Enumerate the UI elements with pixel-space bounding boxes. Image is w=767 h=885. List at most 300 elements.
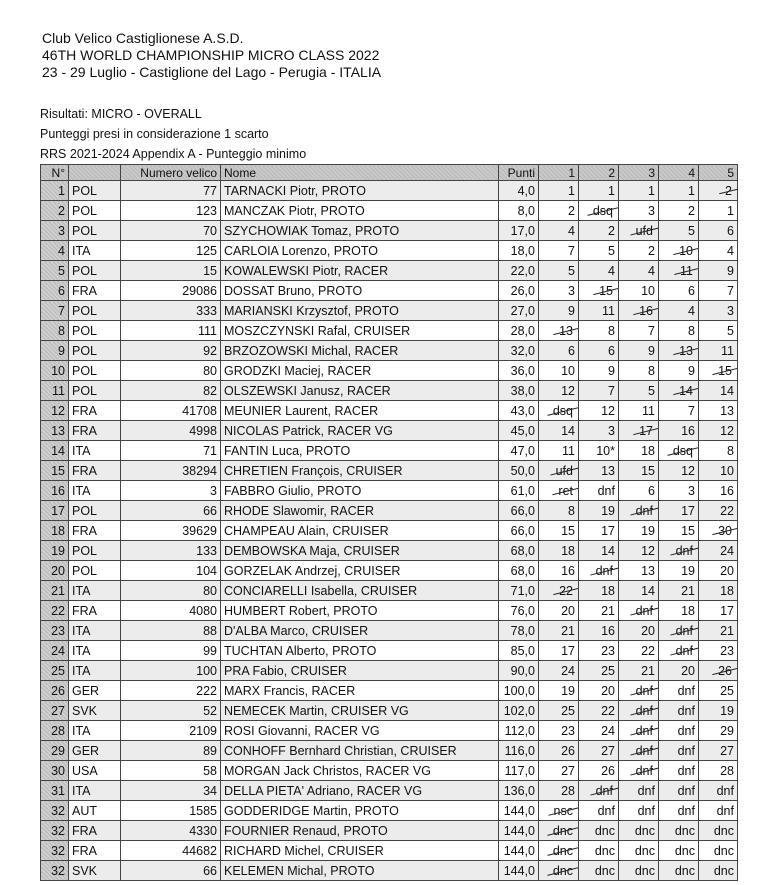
race-score: 5	[568, 263, 575, 278]
cell-name: MANCZAK Piotr, PROTO	[221, 201, 499, 221]
cell-race-2	[579, 541, 619, 561]
discarded-score: dnf	[635, 743, 653, 758]
cell-race-2	[579, 521, 619, 541]
cell-race-5	[699, 461, 738, 481]
cell-name: SZYCHOWIAK Tomaz, PROTO	[221, 221, 499, 241]
cell-sail-number: 99	[121, 641, 221, 661]
discarded-score: dsq	[552, 403, 573, 418]
cell-race-1	[539, 461, 579, 481]
cell-race-5	[699, 381, 738, 401]
cell-race-4	[659, 821, 699, 841]
cell-points: 144,0	[499, 861, 539, 881]
discarded-score: dnf	[635, 683, 653, 698]
results-info	[40, 104, 306, 164]
table-row	[41, 781, 738, 801]
table-row	[41, 841, 738, 861]
cell-race-4	[659, 361, 699, 381]
cell-race-1	[539, 381, 579, 401]
table-row	[41, 821, 738, 841]
race-score: 1	[648, 183, 655, 198]
race-score: 7	[727, 283, 734, 298]
cell-race-4	[659, 661, 699, 681]
cell-race-3	[619, 541, 659, 561]
cell-race-5	[699, 301, 738, 321]
rules-note: RRS 2021-2024 Appendix A - Punteggio minimo	[40, 147, 307, 161]
cell-race-1	[539, 521, 579, 541]
race-score: 20	[641, 623, 655, 638]
cell-race-3	[619, 661, 659, 681]
cell-position: 11	[41, 381, 69, 401]
cell-race-2	[579, 241, 619, 261]
discarded-score: dnf	[595, 563, 613, 578]
race-score: 25	[601, 663, 615, 678]
cell-sail-number: 44682	[121, 841, 221, 861]
cell-race-2	[579, 841, 619, 861]
cell-race-5	[699, 781, 738, 801]
cell-race-5	[699, 201, 738, 221]
cell-race-3	[619, 401, 659, 421]
race-score: 25	[720, 683, 734, 698]
col-header-race-5: 5	[699, 165, 738, 181]
race-score: 23	[720, 643, 734, 658]
race-score: 8	[648, 363, 655, 378]
cell-position: 10	[41, 361, 69, 381]
race-score: dnc	[674, 823, 695, 838]
race-score: 19	[720, 703, 734, 718]
race-score: 18	[561, 543, 575, 558]
cell-nation: ITA	[69, 641, 121, 661]
cell-race-5	[699, 421, 738, 441]
cell-points: 85,0	[499, 641, 539, 661]
cell-name: FOURNIER Renaud, PROTO	[221, 821, 499, 841]
race-score: dnc	[634, 823, 655, 838]
cell-race-2	[579, 401, 619, 421]
cell-race-5	[699, 441, 738, 461]
race-score: 3	[648, 203, 655, 218]
discarded-score: nsc	[553, 803, 573, 818]
cell-race-4	[659, 721, 699, 741]
cell-position: 15	[41, 461, 69, 481]
race-score: 13	[601, 463, 615, 478]
cell-race-3	[619, 381, 659, 401]
cell-race-3	[619, 841, 659, 861]
cell-sail-number: 80	[121, 361, 221, 381]
cell-race-4	[659, 801, 699, 821]
cell-race-2	[579, 221, 619, 241]
table-row	[41, 601, 738, 621]
cell-sail-number: 66	[121, 861, 221, 881]
cell-nation: POL	[69, 541, 121, 561]
cell-nation: ITA	[69, 661, 121, 681]
cell-race-2	[579, 581, 619, 601]
discarded-score: dsq	[592, 203, 613, 218]
table-row	[41, 481, 738, 501]
cell-race-2	[579, 321, 619, 341]
race-score: 3	[608, 423, 615, 438]
discarded-score: dnf	[675, 643, 693, 658]
race-score: 11	[562, 443, 575, 458]
table-row	[41, 641, 738, 661]
race-score: 27	[561, 763, 575, 778]
race-score: dnc	[634, 863, 655, 878]
cell-name: DEMBOWSKA Maja, CRUISER	[221, 541, 499, 561]
results-title: Risultati: MICRO - OVERALL	[40, 107, 202, 121]
race-score: 4	[608, 263, 615, 278]
cell-race-2	[579, 681, 619, 701]
col-header-name: Nome	[221, 165, 499, 181]
race-score: 28	[561, 783, 575, 798]
cell-points: 50,0	[499, 461, 539, 481]
cell-race-5	[699, 521, 738, 541]
cell-position: 7	[41, 301, 69, 321]
race-score: 14	[641, 583, 655, 598]
col-header-race-3: 3	[619, 165, 659, 181]
cell-position: 31	[41, 781, 69, 801]
cell-sail-number: 41708	[121, 401, 221, 421]
cell-race-1	[539, 341, 579, 361]
cell-points: 45,0	[499, 421, 539, 441]
race-score: 9	[727, 263, 734, 278]
cell-race-3	[619, 301, 659, 321]
cell-race-2	[579, 641, 619, 661]
race-score: 3	[568, 283, 575, 298]
cell-race-5	[699, 821, 738, 841]
discarded-score: dnc	[552, 823, 573, 838]
cell-points: 38,0	[499, 381, 539, 401]
race-score: 20	[601, 683, 615, 698]
cell-race-1	[539, 781, 579, 801]
cell-race-5	[699, 701, 738, 721]
cell-position: 6	[41, 281, 69, 301]
cell-race-2	[579, 441, 619, 461]
cell-race-1	[539, 301, 579, 321]
race-score: 20	[720, 563, 734, 578]
race-score: 7	[648, 323, 655, 338]
table-row	[41, 361, 738, 381]
cell-race-2	[579, 201, 619, 221]
cell-race-1	[539, 541, 579, 561]
cell-points: 61,0	[499, 481, 539, 501]
race-score: 17	[681, 503, 695, 518]
cell-race-5	[699, 501, 738, 521]
cell-race-5	[699, 581, 738, 601]
cell-race-5	[699, 741, 738, 761]
cell-position: 14	[41, 441, 69, 461]
cell-name: CHRETIEN François, CRUISER	[221, 461, 499, 481]
cell-race-2	[579, 421, 619, 441]
race-score: 6	[688, 283, 695, 298]
cell-race-3	[619, 321, 659, 341]
cell-race-1	[539, 181, 579, 201]
cell-points: 32,0	[499, 341, 539, 361]
cell-race-3	[619, 261, 659, 281]
cell-race-2	[579, 721, 619, 741]
cell-race-2	[579, 281, 619, 301]
race-score: 18	[681, 603, 695, 618]
race-score: 3	[688, 483, 695, 498]
race-score: 26	[601, 763, 615, 778]
cell-race-3	[619, 621, 659, 641]
cell-position: 32	[41, 861, 69, 881]
cell-race-2	[579, 821, 619, 841]
race-score: 18	[641, 443, 655, 458]
cell-points: 117,0	[499, 761, 539, 781]
cell-race-3	[619, 861, 659, 881]
cell-name: TARNACKI Piotr, PROTO	[221, 181, 499, 201]
cell-position: 30	[41, 761, 69, 781]
race-score: 22	[601, 703, 615, 718]
cell-nation: POL	[69, 201, 121, 221]
race-score: 10	[720, 463, 734, 478]
race-score: 18	[720, 583, 734, 598]
cell-sail-number: 89	[121, 741, 221, 761]
cell-race-1	[539, 681, 579, 701]
discarded-score: dsq	[672, 443, 693, 458]
cell-race-2	[579, 301, 619, 321]
race-score: dnc	[594, 843, 615, 858]
race-score: 12	[720, 423, 734, 438]
cell-race-5	[699, 641, 738, 661]
race-score: 21	[641, 663, 655, 678]
cell-sail-number: 80	[121, 581, 221, 601]
cell-race-4	[659, 341, 699, 361]
race-score: 10*	[596, 443, 615, 458]
cell-race-3	[619, 601, 659, 621]
cell-points: 47,0	[499, 441, 539, 461]
discarded-score: 22	[559, 583, 573, 598]
cell-race-4	[659, 381, 699, 401]
cell-points: 144,0	[499, 801, 539, 821]
cell-nation: POL	[69, 321, 121, 341]
cell-race-3	[619, 441, 659, 461]
cell-position: 5	[41, 261, 69, 281]
race-score: 2	[608, 223, 615, 238]
cell-sail-number: 4330	[121, 821, 221, 841]
cell-position: 18	[41, 521, 69, 541]
table-row	[41, 561, 738, 581]
cell-nation: POL	[69, 361, 121, 381]
cell-race-4	[659, 181, 699, 201]
cell-race-1	[539, 841, 579, 861]
cell-race-4	[659, 281, 699, 301]
cell-sail-number: 15	[121, 261, 221, 281]
cell-position: 19	[41, 541, 69, 561]
race-score: 8	[727, 443, 734, 458]
race-score: dnc	[594, 823, 615, 838]
cell-sail-number: 125	[121, 241, 221, 261]
cell-sail-number: 123	[121, 201, 221, 221]
discarded-score: dnc	[552, 863, 573, 878]
cell-race-1	[539, 801, 579, 821]
race-score: 9	[568, 303, 575, 318]
cell-race-4	[659, 701, 699, 721]
cell-race-1	[539, 581, 579, 601]
cell-sail-number: 104	[121, 561, 221, 581]
cell-nation: POL	[69, 501, 121, 521]
race-score: dnf	[677, 783, 695, 798]
table-row	[41, 441, 738, 461]
cell-race-4	[659, 221, 699, 241]
race-score: 11	[721, 343, 734, 358]
cell-race-2	[579, 501, 619, 521]
cell-race-1	[539, 721, 579, 741]
race-score: 19	[561, 683, 575, 698]
cell-race-4	[659, 841, 699, 861]
race-score: 13	[641, 563, 655, 578]
cell-points: 66,0	[499, 521, 539, 541]
table-row	[41, 701, 738, 721]
cell-race-5	[699, 681, 738, 701]
results-body	[41, 181, 738, 881]
cell-race-3	[619, 561, 659, 581]
cell-name: NEMECEK Martin, CRUISER VG	[221, 701, 499, 721]
table-row	[41, 261, 738, 281]
discarded-score: 11	[680, 263, 693, 278]
table-header-row	[41, 165, 738, 181]
cell-race-5	[699, 761, 738, 781]
cell-points: 4,0	[499, 181, 539, 201]
race-score: 7	[608, 383, 615, 398]
cell-race-3	[619, 701, 659, 721]
cell-race-5	[699, 361, 738, 381]
cell-sail-number: 34	[121, 781, 221, 801]
race-score: 8	[688, 323, 695, 338]
table-row	[41, 201, 738, 221]
cell-race-5	[699, 541, 738, 561]
race-score: 14	[561, 423, 575, 438]
cell-race-4	[659, 481, 699, 501]
race-score: 17	[561, 643, 575, 658]
cell-race-4	[659, 541, 699, 561]
race-score: 13	[720, 403, 734, 418]
cell-sail-number: 66	[121, 501, 221, 521]
table-row	[41, 221, 738, 241]
cell-race-2	[579, 481, 619, 501]
cell-race-2	[579, 461, 619, 481]
discarded-score: 30	[718, 523, 732, 538]
cell-race-3	[619, 721, 659, 741]
col-header-points: Punti	[499, 165, 539, 181]
cell-nation: SVK	[69, 861, 121, 881]
cell-race-1	[539, 261, 579, 281]
cell-race-1	[539, 281, 579, 301]
cell-points: 18,0	[499, 241, 539, 261]
race-score: 27	[720, 743, 734, 758]
cell-position: 8	[41, 321, 69, 341]
cell-race-2	[579, 761, 619, 781]
cell-nation: FRA	[69, 841, 121, 861]
race-score: 1	[727, 203, 734, 218]
cell-position: 4	[41, 241, 69, 261]
race-score: 19	[681, 563, 695, 578]
cell-race-2	[579, 861, 619, 881]
table-row	[41, 581, 738, 601]
race-score: dnf	[597, 803, 615, 818]
race-score: dnc	[674, 863, 695, 878]
cell-race-3	[619, 761, 659, 781]
race-score: 22	[641, 643, 655, 658]
race-score: dnf	[716, 803, 734, 818]
cell-name: FANTIN Luca, PROTO	[221, 441, 499, 461]
cell-nation: FRA	[69, 821, 121, 841]
discarded-score: dnf	[635, 703, 653, 718]
race-score: 16	[561, 563, 575, 578]
cell-position: 21	[41, 581, 69, 601]
cell-nation: ITA	[69, 241, 121, 261]
cell-points: 144,0	[499, 821, 539, 841]
race-score: dnf	[677, 803, 695, 818]
race-score: 1	[568, 183, 575, 198]
cell-nation: POL	[69, 301, 121, 321]
race-score: 20	[681, 663, 695, 678]
cell-race-3	[619, 241, 659, 261]
cell-race-4	[659, 201, 699, 221]
cell-nation: ITA	[69, 581, 121, 601]
table-row	[41, 801, 738, 821]
cell-race-4	[659, 261, 699, 281]
cell-position: 28	[41, 721, 69, 741]
race-score: 20	[561, 603, 575, 618]
cell-points: 43,0	[499, 401, 539, 421]
race-score: 21	[561, 623, 575, 638]
race-score: 23	[601, 643, 615, 658]
cell-race-4	[659, 621, 699, 641]
cell-race-3	[619, 821, 659, 841]
race-score: 19	[601, 503, 615, 518]
discarded-score: ufd	[555, 463, 573, 478]
cell-race-1	[539, 201, 579, 221]
cell-race-3	[619, 461, 659, 481]
cell-points: 102,0	[499, 701, 539, 721]
race-score: dnf	[716, 783, 734, 798]
cell-race-2	[579, 361, 619, 381]
cell-sail-number: 2109	[121, 721, 221, 741]
cell-race-3	[619, 581, 659, 601]
race-score: 11	[602, 303, 615, 318]
cell-race-5	[699, 321, 738, 341]
cell-nation: POL	[69, 181, 121, 201]
cell-race-1	[539, 481, 579, 501]
table-row	[41, 341, 738, 361]
discarded-score: dnc	[552, 843, 573, 858]
cell-sail-number: 333	[121, 301, 221, 321]
cell-race-5	[699, 241, 738, 261]
cell-sail-number: 39629	[121, 521, 221, 541]
cell-name: MEUNIER Laurent, RACER	[221, 401, 499, 421]
race-score: 15	[561, 523, 575, 538]
race-score: 24	[720, 543, 734, 558]
race-score: 25	[561, 703, 575, 718]
race-score: 5	[688, 223, 695, 238]
cell-position: 24	[41, 641, 69, 661]
cell-sail-number: 4080	[121, 601, 221, 621]
cell-points: 8,0	[499, 201, 539, 221]
race-score: 26	[561, 743, 575, 758]
race-score: 14	[720, 383, 734, 398]
cell-name: DELLA PIETA' Adriano, RACER VG	[221, 781, 499, 801]
col-header-position: N°	[41, 165, 69, 181]
cell-race-1	[539, 641, 579, 661]
table-row	[41, 521, 738, 541]
col-header-race-4: 4	[659, 165, 699, 181]
cell-position: 16	[41, 481, 69, 501]
cell-sail-number: 52	[121, 701, 221, 721]
cell-sail-number: 38294	[121, 461, 221, 481]
cell-position: 32	[41, 841, 69, 861]
club-name: Club Velico Castiglionese A.S.D.	[42, 30, 244, 46]
table-row	[41, 721, 738, 741]
cell-race-2	[579, 801, 619, 821]
